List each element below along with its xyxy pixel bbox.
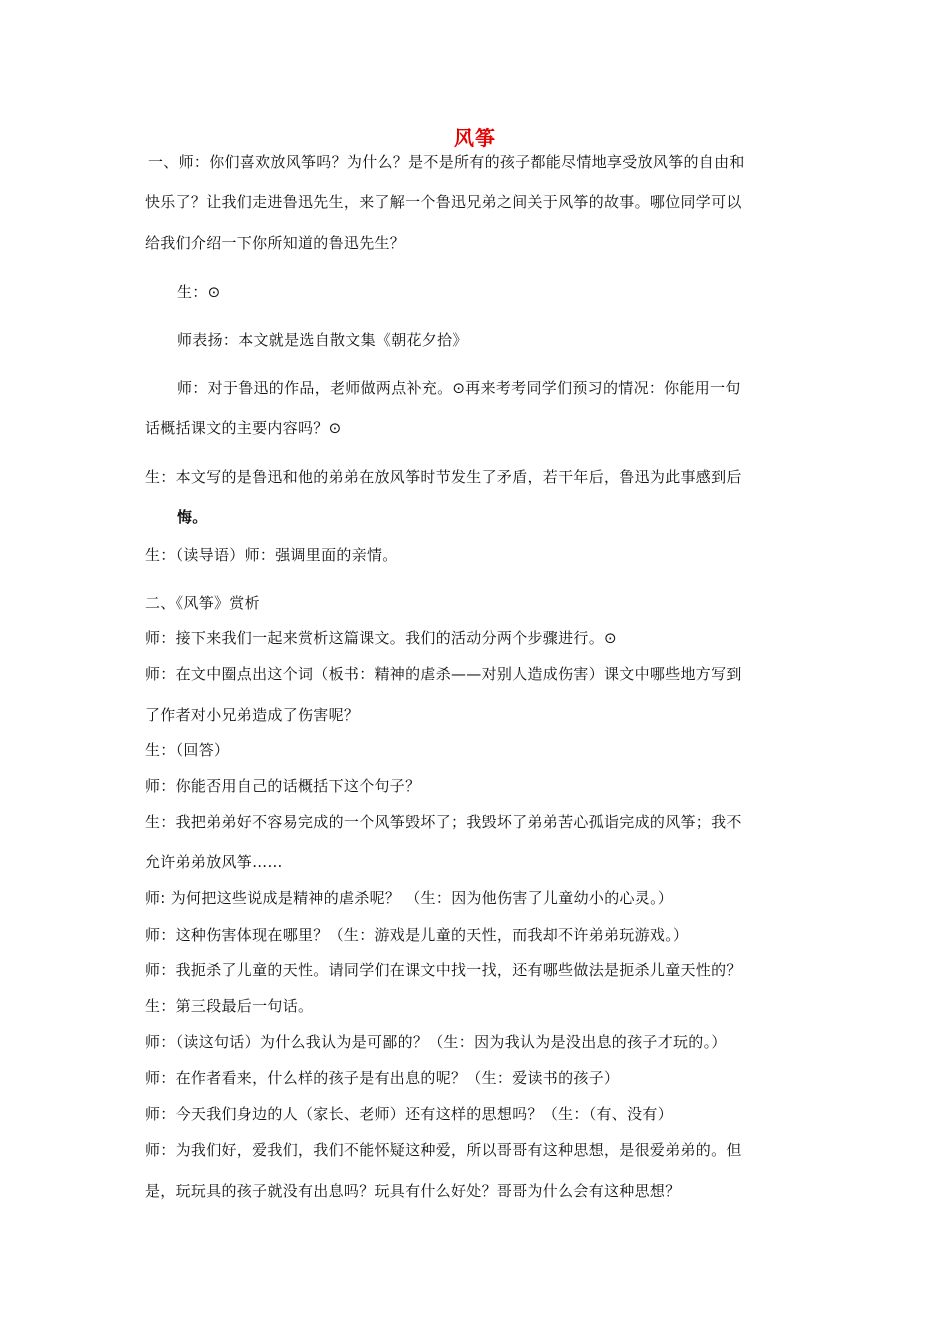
paragraph-line: 师：在作者看来，什么样的孩子是有出息的呢？（生：爱读书的孩子） bbox=[145, 1069, 620, 1087]
paragraph-line: 师：接下来我们一起来赏析这篇课文。我们的活动分两个步骤进行。⊙ bbox=[145, 629, 617, 647]
paragraph-line: 快乐了？让我们走进鲁迅先生，来了解一个鲁迅兄弟之间关于风筝的故事。哪位同学可以 bbox=[145, 193, 742, 211]
paragraph-line: 悔。 bbox=[177, 508, 208, 526]
paragraph-line: 了作者对小兄弟造成了伤害呢？ bbox=[145, 706, 360, 724]
paragraph-line: 允许弟弟放风筝…… bbox=[145, 853, 283, 871]
paragraph-line: 师：为我们好，爱我们，我们不能怀疑这种爱，所以哥哥有这种思想，是很爱弟弟的。但 bbox=[145, 1141, 742, 1159]
document-title: 风筝 bbox=[454, 126, 496, 150]
paragraph-line: 给我们介绍一下你所知道的鲁迅先生？ bbox=[145, 234, 406, 252]
paragraph-line: 师：今天我们身边的人（家长、老师）还有这样的思想吗？（生：（有、没有） bbox=[145, 1105, 674, 1123]
paragraph-line: 生：（读导语）师：强调里面的亲情。 bbox=[145, 546, 398, 564]
paragraph-line: 生：（回答） bbox=[145, 741, 230, 759]
paragraph-line: 话概括课文的主要内容吗？⊙ bbox=[145, 419, 342, 437]
paragraph-line: 生：本文写的是鲁迅和他的弟弟在放风筝时节发生了矛盾，若干年后，鲁迅为此事感到后 bbox=[145, 468, 742, 486]
paragraph-line: 生：⊙ bbox=[177, 283, 221, 301]
paragraph-line: 生：第三段最后一句话。 bbox=[145, 997, 314, 1015]
section-heading: 二、《风筝》赏析 bbox=[145, 594, 260, 612]
paragraph-line: 是，玩玩具的孩子就没有出息吗？玩具有什么好处？哥哥为什么会有这种思想？ bbox=[145, 1182, 681, 1200]
paragraph-line: 师：这种伤害体现在哪里？（生：游戏是儿童的天性，而我却不许弟弟玩游戏。） bbox=[145, 926, 689, 944]
paragraph-line: 师：我扼杀了儿童的天性。请同学们在课文中找一找，还有哪些做法是扼杀儿童天性的？ bbox=[145, 961, 742, 979]
paragraph-line: 生：我把弟弟好不容易完成的一个风筝毁坏了；我毁坏了弟弟苦心孤诣完成的风筝；我不 bbox=[145, 813, 742, 831]
paragraph-line: 师：（读这句话）为什么我认为是可鄙的？（生：因为我认为是没出息的孩子才玩的。） bbox=[145, 1033, 727, 1051]
paragraph-line: 师表扬：本文就是选自散文集《朝花夕拾》 bbox=[177, 331, 468, 349]
paragraph-line: 一、师：你们喜欢放风筝吗？为什么？是不是所有的孩子都能尽情地享受放风筝的自由和 bbox=[148, 153, 745, 171]
paragraph-line: 师：在文中圈点出这个词（板书：精神的虐杀——对别人造成伤害）课文中哪些地方写到 bbox=[145, 665, 742, 683]
paragraph-line: 师: 为何把这些说成是精神的虐杀呢？ （生：因为他伤害了儿童幼小的心灵。） bbox=[145, 889, 674, 907]
paragraph-line: 师：你能否用自己的话概括下这个句子？ bbox=[145, 777, 421, 795]
paragraph-line: 师：对于鲁迅的作品，老师做两点补充。⊙再来考考同学们预习的情况：你能用一句 bbox=[177, 379, 741, 397]
